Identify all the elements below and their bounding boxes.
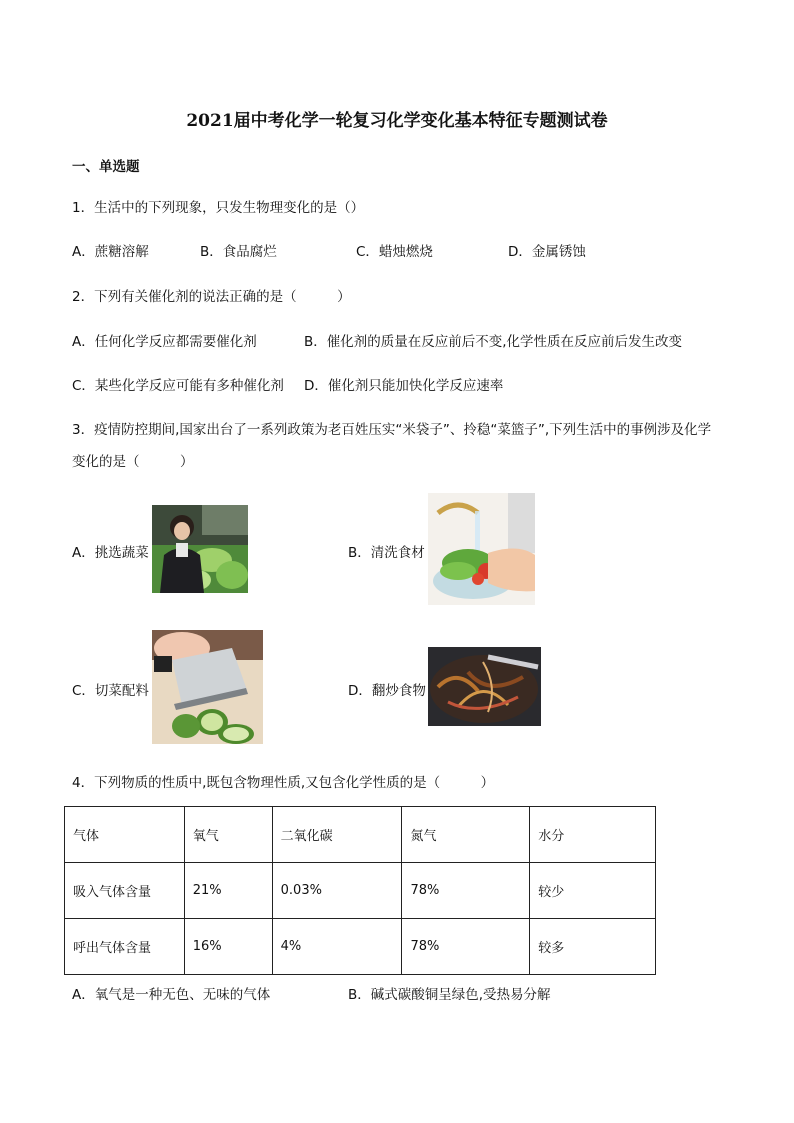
- q3-option-a: A．挑选蔬菜: [72, 545, 149, 561]
- table-cell: 16%: [184, 919, 272, 975]
- table-cell: 气体: [65, 807, 185, 863]
- q2-option-c: C．某些化学反应可能有多种催化剂: [72, 378, 284, 394]
- q1-option-d: D．金属锈蚀: [508, 244, 586, 260]
- q3-option-b: B．清洗食材: [348, 545, 425, 561]
- section-heading: 一、单选题: [72, 159, 140, 175]
- question-3-stem-line-1: 3．疫情防控期间,国家出台了一系列政策为老百姓压实“米袋子”、拎稳“菜篮子”,下列生活中的事例涉及化学: [72, 422, 712, 438]
- cutting-vegetables-photo: [152, 630, 263, 744]
- q2-option-a: A．任何化学反应都需要催化剂: [72, 334, 257, 350]
- document-title: 2021届中考化学一轮复习化学变化基本特征专题测试卷: [186, 111, 608, 131]
- table-cell: 0.03%: [272, 863, 402, 919]
- table-header-row: [65, 807, 656, 863]
- stir-fry-photo: [428, 647, 541, 726]
- q1-option-c: C．蜡烛燃烧: [356, 244, 433, 260]
- table-cell: 二氧化碳: [272, 807, 402, 863]
- q1-option-a: A．蔗糖溶解: [72, 244, 149, 260]
- q2-option-b: B．催化剂的质量在反应前后不变,化学性质在反应前后发生改变: [304, 334, 683, 350]
- table-cell: 氮气: [402, 807, 530, 863]
- q4-option-b: B．碱式碳酸铜呈绿色,受热易分解: [348, 987, 551, 1003]
- gas-content-table: [64, 806, 656, 975]
- table-cell: 氧气: [184, 807, 272, 863]
- q1-option-b: B．食品腐烂: [200, 244, 277, 260]
- question-1-stem: 1．生活中的下列现象，只发生物理变化的是（）: [72, 200, 365, 216]
- washing-vegetables-photo: [428, 493, 535, 605]
- table-cell: 呼出气体含量: [65, 919, 185, 975]
- table-row: [65, 919, 656, 975]
- table-cell: 较少: [530, 863, 656, 919]
- table-cell: 78%: [402, 863, 530, 919]
- table-cell: 21%: [184, 863, 272, 919]
- q2-option-d: D．催化剂只能加快化学反应速率: [304, 378, 504, 394]
- q3-option-c: C．切菜配料: [72, 683, 149, 699]
- question-3-stem-line-2: 变化的是（ ）: [72, 454, 194, 470]
- table-cell: 较多: [530, 919, 656, 975]
- q4-option-a: A．氧气是一种无色、无味的气体: [72, 987, 271, 1003]
- table-row: [65, 863, 656, 919]
- table-cell: 78%: [402, 919, 530, 975]
- q3-option-d: D．翻炒食物: [348, 683, 426, 699]
- question-2-stem: 2．下列有关催化剂的说法正确的是（ ）: [72, 289, 351, 305]
- vegetable-shopping-photo: [152, 505, 248, 593]
- table-cell: 吸入气体含量: [65, 863, 185, 919]
- table-cell: 水分: [530, 807, 656, 863]
- table-cell: 4%: [272, 919, 402, 975]
- question-4-stem: 4．下列物质的性质中,既包含物理性质,又包含化学性质的是（ ）: [72, 775, 495, 791]
